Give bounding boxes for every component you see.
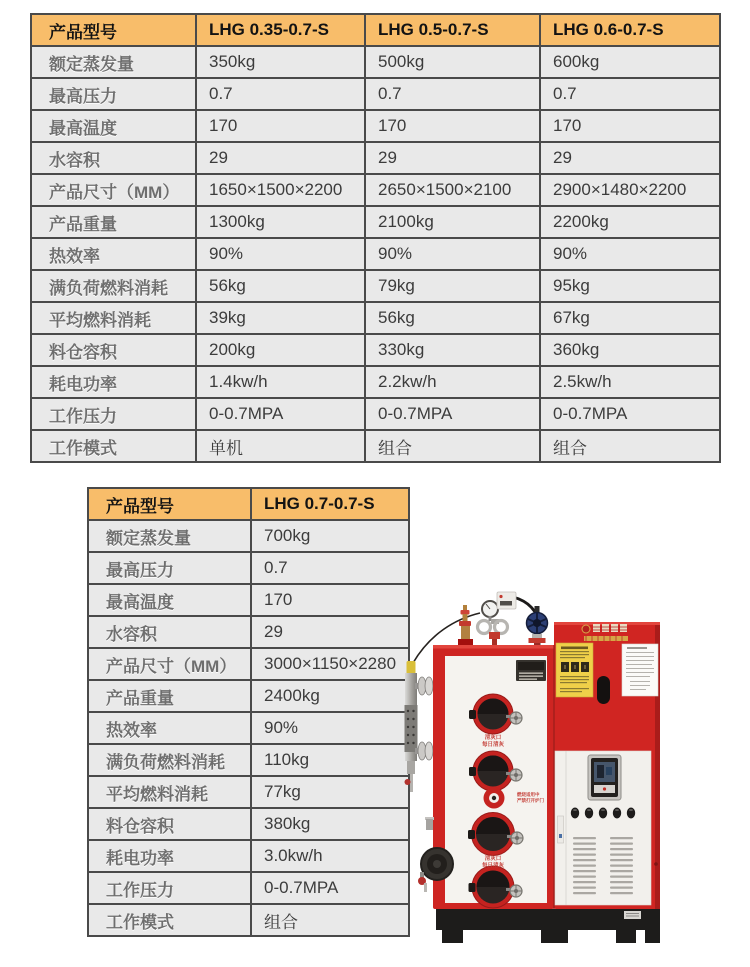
cell-value: 0-0.7MPA — [196, 398, 365, 430]
cell-value: 360kg — [540, 334, 720, 366]
spec-row — [88, 840, 409, 872]
spec-row — [88, 520, 409, 552]
base — [436, 909, 660, 943]
cell-value: 350kg — [196, 46, 365, 78]
safety-valve — [458, 605, 473, 645]
row-label: 水容积 — [88, 616, 251, 648]
row-label: 耗电功率 — [88, 840, 251, 872]
cell-value: 29 — [365, 142, 540, 174]
spec-row — [31, 78, 720, 110]
control-panel — [555, 751, 658, 905]
row-label: 工作压力 — [88, 872, 251, 904]
panel-bolt — [654, 862, 658, 866]
cell-value: 0.7 — [251, 552, 409, 584]
model-name: LHG 0.5-0.7-S — [365, 14, 540, 46]
cell-value: 79kg — [365, 270, 540, 302]
cell-value: 90% — [365, 238, 540, 270]
cell-value: 2400kg — [251, 680, 409, 712]
gauge-pipe-flange-bottom — [415, 742, 435, 760]
cell-value: 90% — [251, 712, 409, 744]
ash-port-label-bottom: 清灰口 — [484, 856, 502, 862]
base-label — [624, 911, 641, 919]
cell-value: 110kg — [251, 744, 409, 776]
cell-value: 90% — [540, 238, 720, 270]
cell-value: 500kg — [365, 46, 540, 78]
spec-row — [88, 584, 409, 616]
spec-row — [31, 142, 720, 174]
cell-value: 29 — [196, 142, 365, 174]
cell-value: 2.2kw/h — [365, 366, 540, 398]
boiler-illustration — [400, 578, 740, 952]
ash-port-label-top: 清灰口 — [484, 735, 502, 741]
spec-row — [31, 110, 720, 142]
cell-value: 170 — [540, 110, 720, 142]
row-label: 产品重量 — [31, 206, 196, 238]
row-label: 平均燃料消耗 — [88, 776, 251, 808]
row-label: 最高温度 — [31, 110, 196, 142]
gauge-pipe-flange-top — [415, 677, 435, 695]
controller-display — [588, 755, 621, 800]
spec-row — [88, 616, 409, 648]
spec-row — [88, 712, 409, 744]
model-name: LHG 0.35-0.7-S — [196, 14, 365, 46]
boiler-product-image — [400, 578, 740, 952]
cell-value: 77kg — [251, 776, 409, 808]
spec-row — [88, 680, 409, 712]
header-row — [31, 14, 720, 46]
door-handwheel — [510, 712, 522, 724]
cell-value: 56kg — [196, 270, 365, 302]
handle-recess — [597, 676, 610, 704]
model-header-label: 产品型号 — [88, 488, 251, 520]
spec-row — [31, 398, 720, 430]
door-handwheel — [511, 832, 523, 844]
cell-value: 67kg — [540, 302, 720, 334]
cell-value: 2100kg — [365, 206, 540, 238]
nameplate-display — [516, 660, 546, 681]
cell-value: 组合 — [540, 430, 720, 462]
row-label: 工作模式 — [88, 904, 251, 936]
spec-row — [88, 648, 409, 680]
cell-value: 56kg — [365, 302, 540, 334]
control-box — [497, 592, 516, 609]
cell-value: 29 — [540, 142, 720, 174]
cell-value: 2200kg — [540, 206, 720, 238]
cell-value: 330kg — [365, 334, 540, 366]
spec-row — [31, 46, 720, 78]
spec-row — [31, 430, 720, 462]
cell-value: 0.7 — [540, 78, 720, 110]
cell-value: 90% — [196, 238, 365, 270]
drain-flange — [421, 848, 453, 880]
burner-warning-label: 严禁打开炉门 — [517, 798, 544, 803]
door-handwheel — [510, 769, 522, 781]
row-label: 工作模式 — [31, 430, 196, 462]
cell-value: 170 — [365, 110, 540, 142]
cell-value: 2650×1500×2100 — [365, 174, 540, 206]
observation-port — [484, 788, 505, 809]
row-label: 最高压力 — [31, 78, 196, 110]
row-label: 热效率 — [88, 712, 251, 744]
row-label: 额定蒸发量 — [31, 46, 196, 78]
cell-value: 2900×1480×2200 — [540, 174, 720, 206]
header-row — [88, 488, 409, 520]
model-name: LHG 0.6-0.7-S — [540, 14, 720, 46]
feedwater-valve — [527, 606, 548, 646]
row-label: 工作压力 — [31, 398, 196, 430]
level-indicator-strip — [558, 816, 564, 843]
spec-table-bottom — [87, 487, 410, 937]
cell-value: 600kg — [540, 46, 720, 78]
cell-value: 0.7 — [196, 78, 365, 110]
ash-port-label-top: 每日清灰 — [481, 742, 505, 748]
door-handwheel — [510, 885, 522, 897]
spec-row — [88, 872, 409, 904]
cell-value: 29 — [251, 616, 409, 648]
spec-row — [31, 270, 720, 302]
cell-value: 2.5kw/h — [540, 366, 720, 398]
spec-row — [88, 776, 409, 808]
spec-row — [31, 366, 720, 398]
burner-warning-label: 燃烧适用中 — [517, 792, 540, 797]
row-label: 水容积 — [31, 142, 196, 174]
row-label: 最高温度 — [88, 584, 251, 616]
cell-value: 3000×1150×2280 — [251, 648, 409, 680]
ash-port-label-bottom: 每日清灰 — [481, 863, 505, 869]
cell-value: 0-0.7MPA — [365, 398, 540, 430]
spec-row — [31, 334, 720, 366]
row-label: 额定蒸发量 — [88, 520, 251, 552]
row-label: 最高压力 — [88, 552, 251, 584]
row-label: 平均燃料消耗 — [31, 302, 196, 334]
row-label: 料仓容积 — [88, 808, 251, 840]
cell-value: 0-0.7MPA — [251, 872, 409, 904]
cell-value: 200kg — [196, 334, 365, 366]
cell-value: 170 — [196, 110, 365, 142]
gauge-manifold — [478, 619, 508, 646]
cell-value: 组合 — [251, 904, 409, 936]
row-label: 料仓容积 — [31, 334, 196, 366]
spec-row — [88, 744, 409, 776]
cell-value: 1300kg — [196, 206, 365, 238]
base-feet — [442, 930, 660, 943]
model-header-label: 产品型号 — [31, 14, 196, 46]
cell-value: 170 — [251, 584, 409, 616]
cell-value: 380kg — [251, 808, 409, 840]
cell-value: 0.7 — [365, 78, 540, 110]
row-label: 满负荷燃料消耗 — [31, 270, 196, 302]
cell-value: 1650×1500×2200 — [196, 174, 365, 206]
spec-row — [88, 552, 409, 584]
row-label: 耗电功率 — [31, 366, 196, 398]
model-name: LHG 0.7-0.7-S — [251, 488, 409, 520]
spec-row — [31, 174, 720, 206]
cell-value: 95kg — [540, 270, 720, 302]
spec-row — [31, 302, 720, 334]
cell-value: 39kg — [196, 302, 365, 334]
spec-label-white — [622, 644, 658, 696]
spec-row — [31, 206, 720, 238]
cell-value: 1.4kw/h — [196, 366, 365, 398]
spec-row — [31, 238, 720, 270]
cell-value: 700kg — [251, 520, 409, 552]
row-label: 产品尺寸（MM） — [31, 174, 196, 206]
pressure-gauge — [482, 601, 498, 621]
spec-row — [88, 904, 409, 936]
cell-value: 3.0kw/h — [251, 840, 409, 872]
cell-value: 组合 — [365, 430, 540, 462]
side-pipe-stub — [425, 817, 434, 830]
water-level-gauge — [405, 661, 418, 792]
cell-value: 0-0.7MPA — [540, 398, 720, 430]
cell-value: 单机 — [196, 430, 365, 462]
row-label: 满负荷燃料消耗 — [88, 744, 251, 776]
spec-table-top — [30, 13, 721, 463]
spec-row — [88, 808, 409, 840]
row-label: 产品重量 — [88, 680, 251, 712]
row-label: 热效率 — [31, 238, 196, 270]
warning-label-yellow — [556, 643, 593, 697]
row-label: 产品尺寸（MM） — [88, 648, 251, 680]
